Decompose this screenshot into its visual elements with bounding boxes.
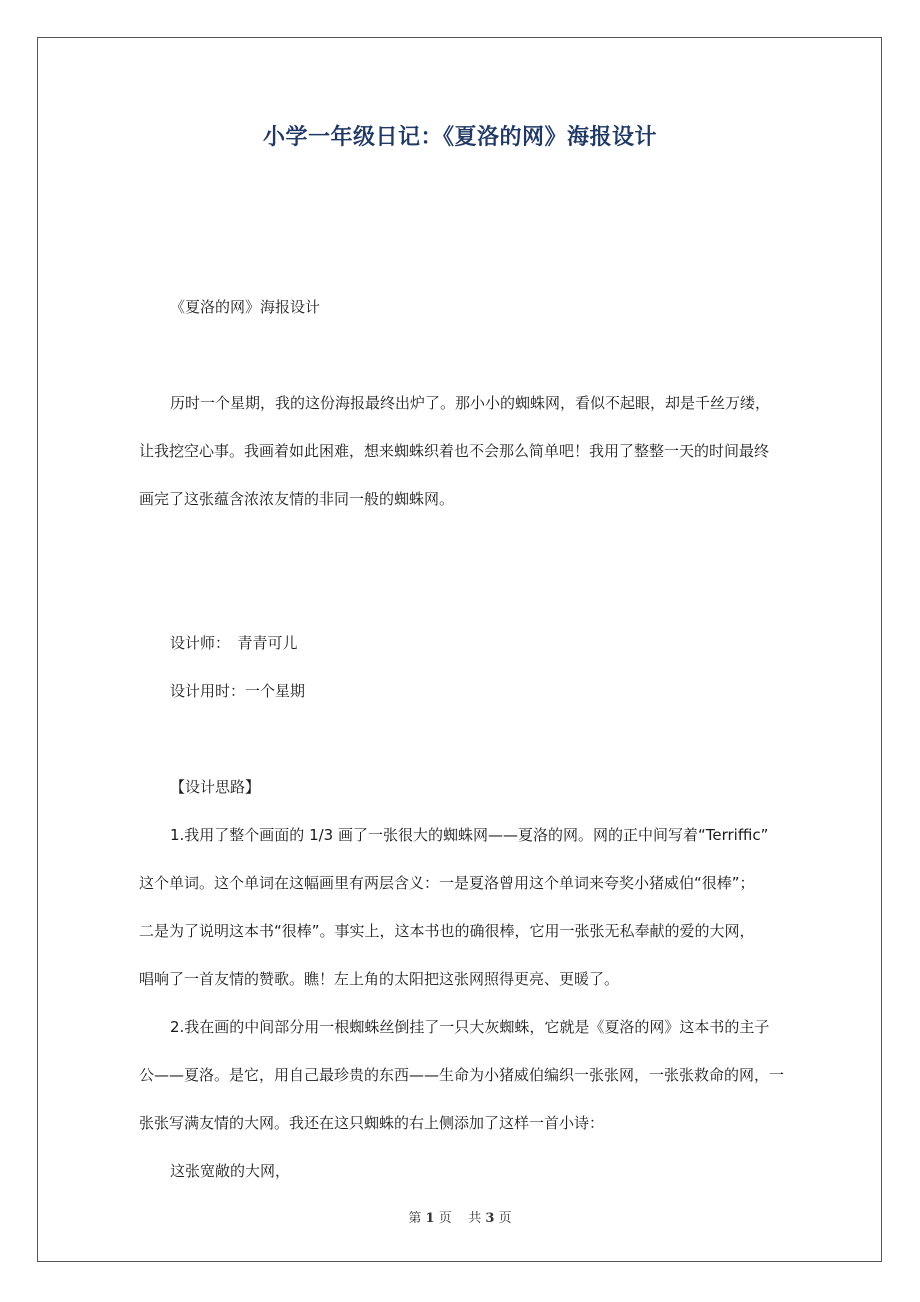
intro-line-1: 历时一个星期，我的这份海报最终出炉了。那小小的蜘蛛网，看似不起眼，却是千丝万缕， — [170, 394, 771, 412]
footer-page-suffix: 页 — [438, 1211, 452, 1226]
footer-total-pages: 3 — [485, 1211, 495, 1226]
para1-line-3: 二是为了说明这本书“很棒”。事实上，这本书也的确很棒，它用一张张无私奉献的爱的大网， — [139, 922, 755, 940]
para1-line-2: 这个单词。这个单词在这幅画里有两层含义：一是夏洛曾用这个单词来夸奖小猪威伯“很棒”； — [139, 874, 755, 892]
intro-line-3: 画完了这张蕴含浓浓友情的非同一般的蜘蛛网。 — [139, 490, 455, 508]
footer-prefix: 第 — [408, 1211, 422, 1226]
para2-line-1: 2.我在画的中间部分用一根蜘蛛丝倒挂了一只大灰蜘蛛，它就是《夏洛的网》这本书的主子 — [170, 1018, 770, 1036]
design-time-line: 设计用时：一个星期 — [170, 682, 306, 700]
page-footer — [0, 1207, 920, 1226]
designer-line: 设计师： 青青可儿 — [170, 634, 298, 652]
para2-line-3: 张张写满友情的大网。我还在这只蜘蛛的右上侧添加了这样一首小诗： — [139, 1114, 605, 1132]
para1-line-1: 1.我用了整个画面的 1/3 画了一张很大的蜘蛛网——夏洛的网。网的正中间写着“Terriffic” — [170, 826, 769, 844]
poem-line-1: 这张宽敞的大网， — [170, 1162, 291, 1180]
footer-total-prefix: 共 — [468, 1211, 482, 1226]
intro-line-2: 让我挖空心事。我画着如此困难，想来蜘蛛织着也不会那么简单吧！我用了整整一天的时间最终 — [139, 442, 770, 460]
para2-line-2: 公——夏洛。是它，用自己最珍贵的东西——生命为小猪威伯编织一张张网，一张张救命的网，一 — [139, 1066, 785, 1084]
para1-line-4: 唱响了一首友情的赞歌。瞧！左上角的太阳把这张网照得更亮、更暖了。 — [139, 970, 620, 988]
section-heading: 【设计思路】 — [170, 778, 261, 796]
document-title: 小学一年级日记：《夏洛的网》海报设计 — [262, 125, 657, 150]
footer-total-suffix: 页 — [498, 1211, 512, 1226]
footer-page-number: 1 — [425, 1211, 435, 1226]
subtitle: 《夏洛的网》海报设计 — [170, 298, 321, 316]
